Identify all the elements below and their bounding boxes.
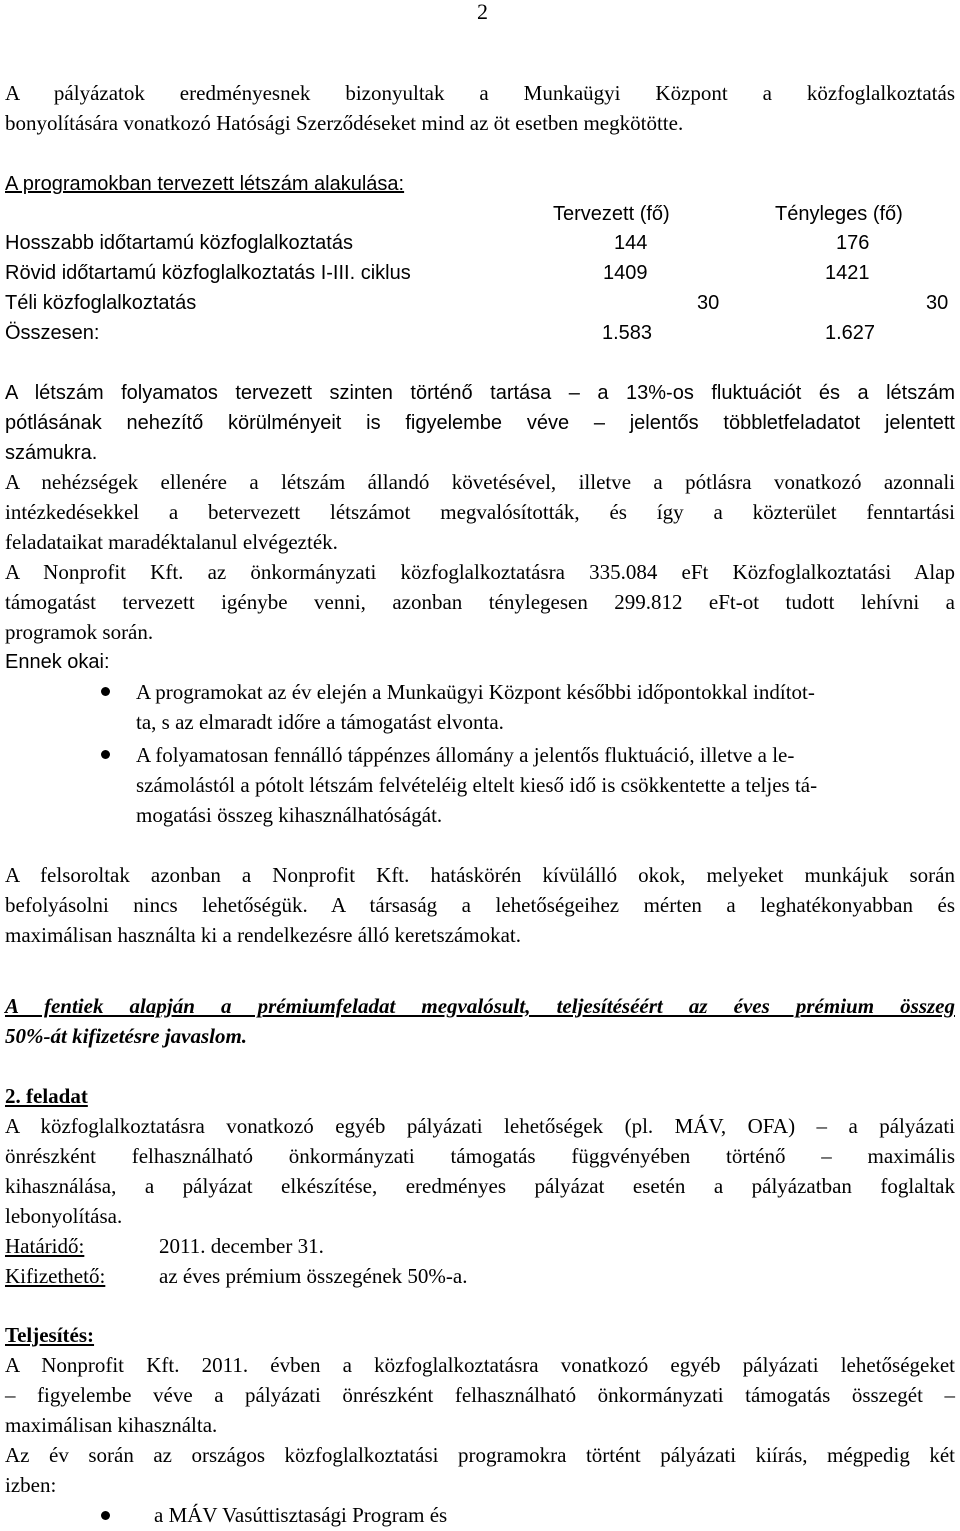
table-row xyxy=(5,228,955,258)
task2-title-text: 2. feladat xyxy=(5,1084,88,1108)
task2-line-2: önrészként felhasználható önkormányzati támogatás függvényében történő – maximális xyxy=(5,1144,955,1168)
reasons-title: Ennek okai: xyxy=(5,651,110,673)
task2-line-3: kihasználása, a pályázat elkészítése, eredményes pályázat esetén a pályázatban foglaltak xyxy=(5,1174,955,1198)
table-row xyxy=(5,258,955,288)
task2-line-1: A közfoglalkoztatásra vonatkozó egyéb pályázati lehetőségek (pl. MÁV, OFA) – a pályázati xyxy=(5,1114,955,1138)
row-actual: 30 xyxy=(926,292,949,314)
row-planned: 144 xyxy=(614,232,648,254)
row-actual: 1.627 xyxy=(825,322,876,344)
fulfilment-title xyxy=(5,1320,955,1350)
intro-line-2: bonyolítására vonatkozó Hatósági Szerződéseket mind az öt esetben megkötötte. xyxy=(5,111,684,135)
task2-title xyxy=(5,1081,955,1111)
para4-line-2: befolyásolni nincs lehetőségük. A társaság a lehetőségeihez mérten a leghatékonyabban és xyxy=(5,893,955,917)
task2-line-4: lebonyolítása. xyxy=(5,1204,123,1228)
fulfilment-title-text: Teljesítés: xyxy=(5,1323,95,1347)
fulfilment-line-1: A Nonprofit Kft. 2011. évben a közfoglalkoztatásra vonatkozó egyéb pályázati lehetőségeket xyxy=(5,1353,955,1377)
fulfilment2-line-2: izben: xyxy=(5,1473,57,1497)
deadline-row xyxy=(5,1231,955,1261)
para2-line-2: intézkedésekkel a betervezett létszámot megvalósították, és így a közterület fenntartási xyxy=(5,500,955,524)
col-planned-header: Tervezett (fő) xyxy=(553,203,670,225)
col-actual-header: Tényleges (fő) xyxy=(775,203,903,225)
para3-line-2: támogatást tervezett igénybe venni, azonban ténylegesen 299.812 eFt-ot tudott lehívni a xyxy=(5,590,955,614)
fulfilment-line-3: maximálisan kihasználta. xyxy=(5,1413,218,1437)
bullet-icon xyxy=(101,687,110,696)
reason-2-line-1: A folyamatosan fennálló táppénzes állomány a jelentős fluktuáció, illetve a le- xyxy=(136,743,795,767)
para2-line-3: feladataikat maradéktalanul elvégezték. xyxy=(5,530,338,554)
deadline-label: Határidő: xyxy=(5,1234,85,1258)
para1-line-3: számukra. xyxy=(5,442,98,464)
conclusion-line-1: A fentiek alapján a prémiumfeladat megvalósult, teljesítéséért az éves prémium összeg xyxy=(5,994,955,1018)
row-planned: 30 xyxy=(697,292,720,314)
para4-line-3: maximálisan használta ki a rendelkezésre álló keretszámokat. xyxy=(5,923,522,947)
para2-line-1: A nehézségek ellenére a létszám állandó követésével, illetve a pótlásra vonatkozó azonnali xyxy=(5,470,955,494)
row-planned: 1.583 xyxy=(602,322,653,344)
fulfilment-bullet-1: a MÁV Vasúttisztasági Program és xyxy=(154,1503,448,1527)
table-row-total xyxy=(5,318,955,348)
row-label: Hosszabb időtartamú közfoglalkoztatás xyxy=(5,232,353,254)
page-number: 2 xyxy=(477,0,488,24)
table-caption xyxy=(5,169,955,199)
payable-row xyxy=(5,1261,955,1291)
bullet-icon xyxy=(101,1511,110,1520)
para3-line-3: programok során. xyxy=(5,620,154,644)
fulfilment2-line-1: Az év során az országos közfoglalkoztatási programokra történt pályázati kiírás, mégpedig két xyxy=(5,1443,955,1467)
intro-line-1: A pályázatok eredményesnek bizonyultak a Munkaügyi Központ a közfoglalkoztatás xyxy=(5,81,955,105)
table-caption-text: A programokban tervezett létszám alakulása: xyxy=(5,173,405,195)
reason-1-line-2: ta, s az elmaradt időre a támogatást elvonta. xyxy=(136,710,504,734)
para4-line-1: A felsoroltak azonban a Nonprofit Kft. hatáskörén kívülálló okok, melyeket munkájuk során xyxy=(5,863,955,887)
row-actual: 1421 xyxy=(825,262,870,284)
deadline-value: 2011. december 31. xyxy=(159,1234,324,1258)
reason-2-line-2: számolástól a pótolt létszám felvételéig eltelt kieső idő is csökkentette a teljes tá- xyxy=(136,773,818,797)
row-label: Összesen: xyxy=(5,322,100,344)
row-label: Téli közfoglalkoztatás xyxy=(5,292,197,314)
bullet-icon xyxy=(101,750,110,759)
row-label: Rövid időtartamú közfoglalkoztatás I-III. ciklus xyxy=(5,262,411,284)
conclusion-line-2: 50%-át kifizetésre javaslom. xyxy=(5,1024,248,1048)
row-actual: 176 xyxy=(836,232,870,254)
payable-label: Kifizethető: xyxy=(5,1264,106,1288)
row-planned: 1409 xyxy=(603,262,648,284)
para1-line-1: A létszám folyamatos tervezett szinten történő tartása – a 13%-os fluktuációt és a létszám xyxy=(5,382,955,404)
para3-line-1: A Nonprofit Kft. az önkormányzati közfoglalkoztatásra 335.084 eFt Közfoglalkoztatási Alap xyxy=(5,560,955,584)
reason-1-line-1: A programokat az év elején a Munkaügyi Központ későbbi időpontokkal indítot- xyxy=(136,680,815,704)
fulfilment-line-2: – figyelembe véve a pályázati önrészként felhasználható önkormányzati támogatás összegét – xyxy=(5,1383,955,1407)
reason-2-line-3: mogatási összeg kihasználhatóságát. xyxy=(136,803,443,827)
table-header xyxy=(5,199,955,229)
payable-value: az éves prémium összegének 50%-a. xyxy=(159,1264,468,1288)
table-row xyxy=(5,288,955,318)
para1-line-2: pótlásának nehezítő körülményeit is figyelembe véve – jelentős többletfeladatot jelentett xyxy=(5,412,955,434)
